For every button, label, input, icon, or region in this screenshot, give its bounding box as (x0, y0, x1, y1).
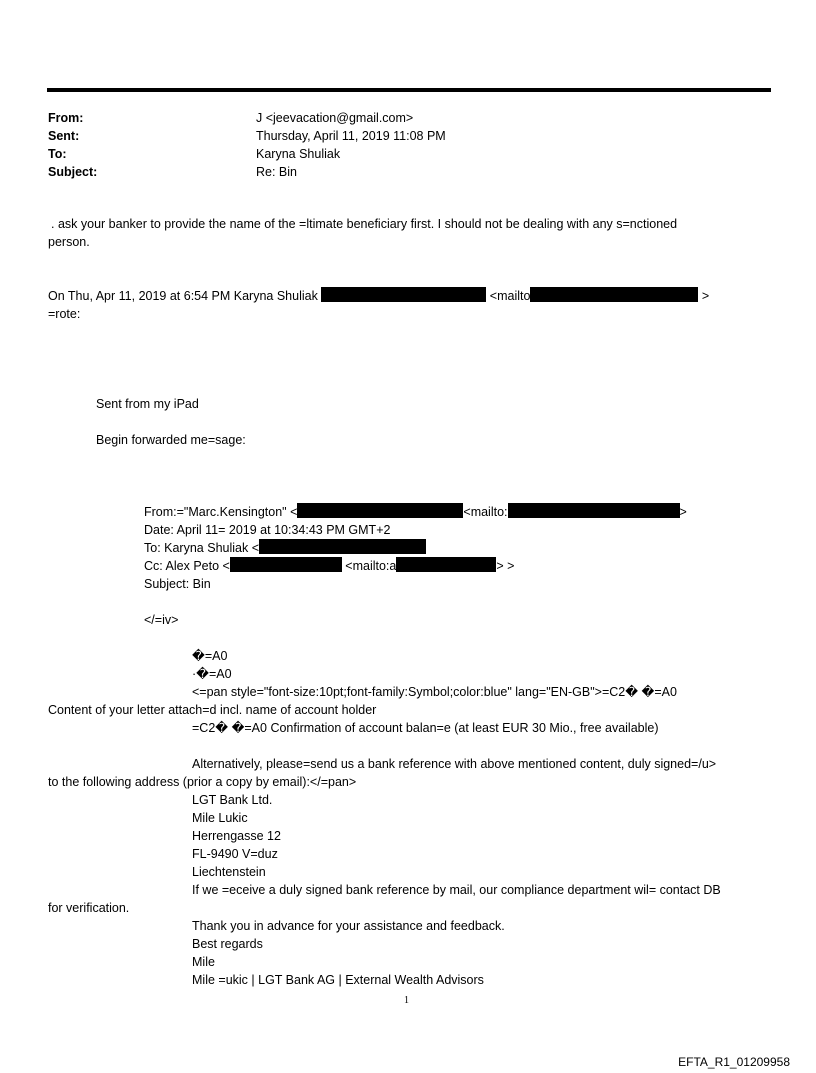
from-value: J <jeevacation@gmail.com> (256, 111, 414, 125)
reply-line-2: person. (48, 235, 90, 249)
quote-intro (48, 287, 709, 305)
address-line: Liechtenstein (192, 865, 266, 879)
quote-intro-text: On Thu, Apr 11, 2019 at 6:54 PM Karyna Shuliak (48, 289, 318, 303)
header-from-row (48, 109, 446, 127)
from-label: From: (48, 111, 84, 125)
header-sent-row (48, 127, 446, 145)
email-header (48, 109, 446, 181)
receive-line-1: If we =eceive a duly signed bank reference by mail, our compliance department wil= contact DB (192, 883, 721, 897)
redaction-box (297, 503, 463, 518)
fwd-from-line (144, 503, 687, 521)
sent-label: Sent: (48, 129, 80, 143)
header-to-row (48, 145, 446, 163)
subject-value: Re: Bin (256, 165, 297, 179)
redaction-box (230, 557, 342, 572)
fwd-to-line (144, 539, 426, 557)
quote-intro-close: > (698, 289, 710, 303)
confirmation-line: =C2� �=A0 Confirmation of account balan=e (at least EUR 30 Mio., free available) (192, 721, 659, 735)
to-label: To: (48, 147, 67, 161)
fwd-to-text: To: Karyna Shuliak < (144, 541, 259, 555)
redaction-box (396, 557, 496, 572)
fwd-cc-line (144, 557, 514, 575)
reply-line-1: . ask your banker to provide the name of the =ltimate beneficiary first. I should not be dealing with any s=nctioned (51, 217, 678, 231)
address-line: FL-9490 V=duz (192, 847, 278, 861)
header-divider (47, 88, 771, 92)
quote-intro-line-2: =rote: (48, 307, 81, 321)
page-number: 1 (404, 995, 409, 1006)
fwd-cc-mailto: <mailto:a (341, 559, 397, 573)
to-value: Karyna Shuliak (256, 147, 341, 161)
redaction-box (508, 503, 680, 518)
redaction-box (530, 287, 698, 302)
a0-line-1: �=A0 (192, 649, 228, 663)
receive-line-2: for verification. (48, 901, 130, 915)
sent-from-line: Sent from my iPad (96, 397, 199, 411)
begin-forwarded-line: Begin forwarded me=sage: (96, 433, 246, 447)
subject-label: Subject: (48, 165, 98, 179)
document-id: EFTA_R1_01209958 (678, 1055, 790, 1069)
header-subject-row (48, 163, 446, 181)
address-line: Herrengasse 12 (192, 829, 281, 843)
quote-intro-mailto: <mailto (486, 289, 531, 303)
a0-line-2: ·�=A0 (192, 667, 232, 681)
address-line: Mile Lukic (192, 811, 248, 825)
alternatively-line-1: Alternatively, please=send us a bank reference with above mentioned content, duly signed=/u> (192, 757, 717, 771)
redaction-box (259, 539, 426, 554)
fwd-from-text: From:="Marc.Kensington" < (144, 505, 298, 519)
span-style-line: <=pan style="font-size:10pt;font-family:Symbol;color:blue" lang="EN-GB">=C2� �=A0 (192, 685, 677, 699)
fwd-subject-line: Subject: Bin (144, 577, 211, 591)
sent-value: Thursday, April 11, 2019 11:08 PM (256, 129, 446, 143)
content-line: Content of your letter attach=d incl. name of account holder (48, 703, 377, 717)
fwd-from-close: > (679, 505, 687, 519)
redaction-box (321, 287, 486, 302)
fwd-div-tag: </=iv> (144, 613, 179, 627)
fwd-from-mailto: <mailto: (463, 505, 508, 519)
name-line: Mile (192, 955, 215, 969)
alternatively-line-2: to the following address (prior a copy by email):</=pan> (48, 775, 357, 789)
thanks-line: Thank you in advance for your assistance and feedback. (192, 919, 505, 933)
address-line: LGT Bank Ltd. (192, 793, 273, 807)
regards-line: Best regards (192, 937, 263, 951)
fwd-cc-close: > > (496, 559, 515, 573)
signature-line: Mile =ukic | LGT Bank AG | External Wealth Advisors (192, 973, 484, 987)
fwd-date-line: Date: April 11= 2019 at 10:34:43 PM GMT+2 (144, 523, 391, 537)
fwd-cc-text: Cc: Alex Peto < (144, 559, 230, 573)
